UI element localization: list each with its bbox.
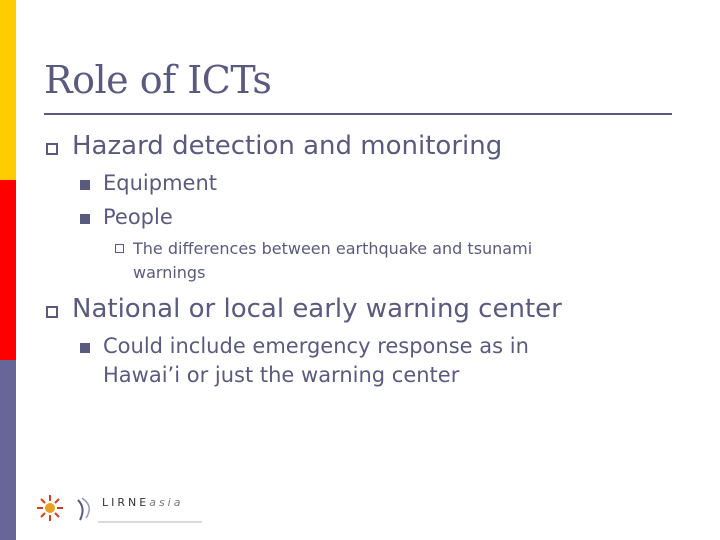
- bullet-emergency-line1: Could include emergency response as in: [103, 334, 529, 358]
- title-divider: [44, 113, 672, 115]
- accent-bar-purple: [0, 360, 16, 540]
- square-bullet-icon: [46, 306, 58, 318]
- lirneasia-logo: [36, 490, 206, 526]
- filled-square-bullet-icon: [80, 214, 90, 224]
- logo-name: LIRNE: [102, 496, 150, 509]
- bullet-people: People: [103, 205, 173, 229]
- bullet-differences-line2: warnings: [133, 263, 206, 282]
- square-bullet-icon: [46, 143, 58, 155]
- square-bullet-icon: [115, 244, 124, 253]
- slide-title: Role of ICTs: [44, 58, 272, 102]
- filled-square-bullet-icon: [80, 180, 90, 190]
- logo-suffix: asia: [149, 496, 184, 509]
- bullet-differences-line1: The differences between earthquake and tsunami: [133, 239, 533, 258]
- accent-bar-red: [0, 180, 16, 360]
- bullet-equipment: Equipment: [103, 171, 217, 195]
- logo-text: [102, 496, 183, 509]
- filled-square-bullet-icon: [80, 343, 90, 353]
- bullet-emergency-line2: Hawai’i or just the warning center: [103, 363, 460, 387]
- bullet-warning-center: National or local early warning center: [72, 294, 562, 324]
- accent-bar-yellow: [0, 0, 16, 180]
- bullet-hazard-detection: Hazard detection and monitoring: [72, 131, 503, 161]
